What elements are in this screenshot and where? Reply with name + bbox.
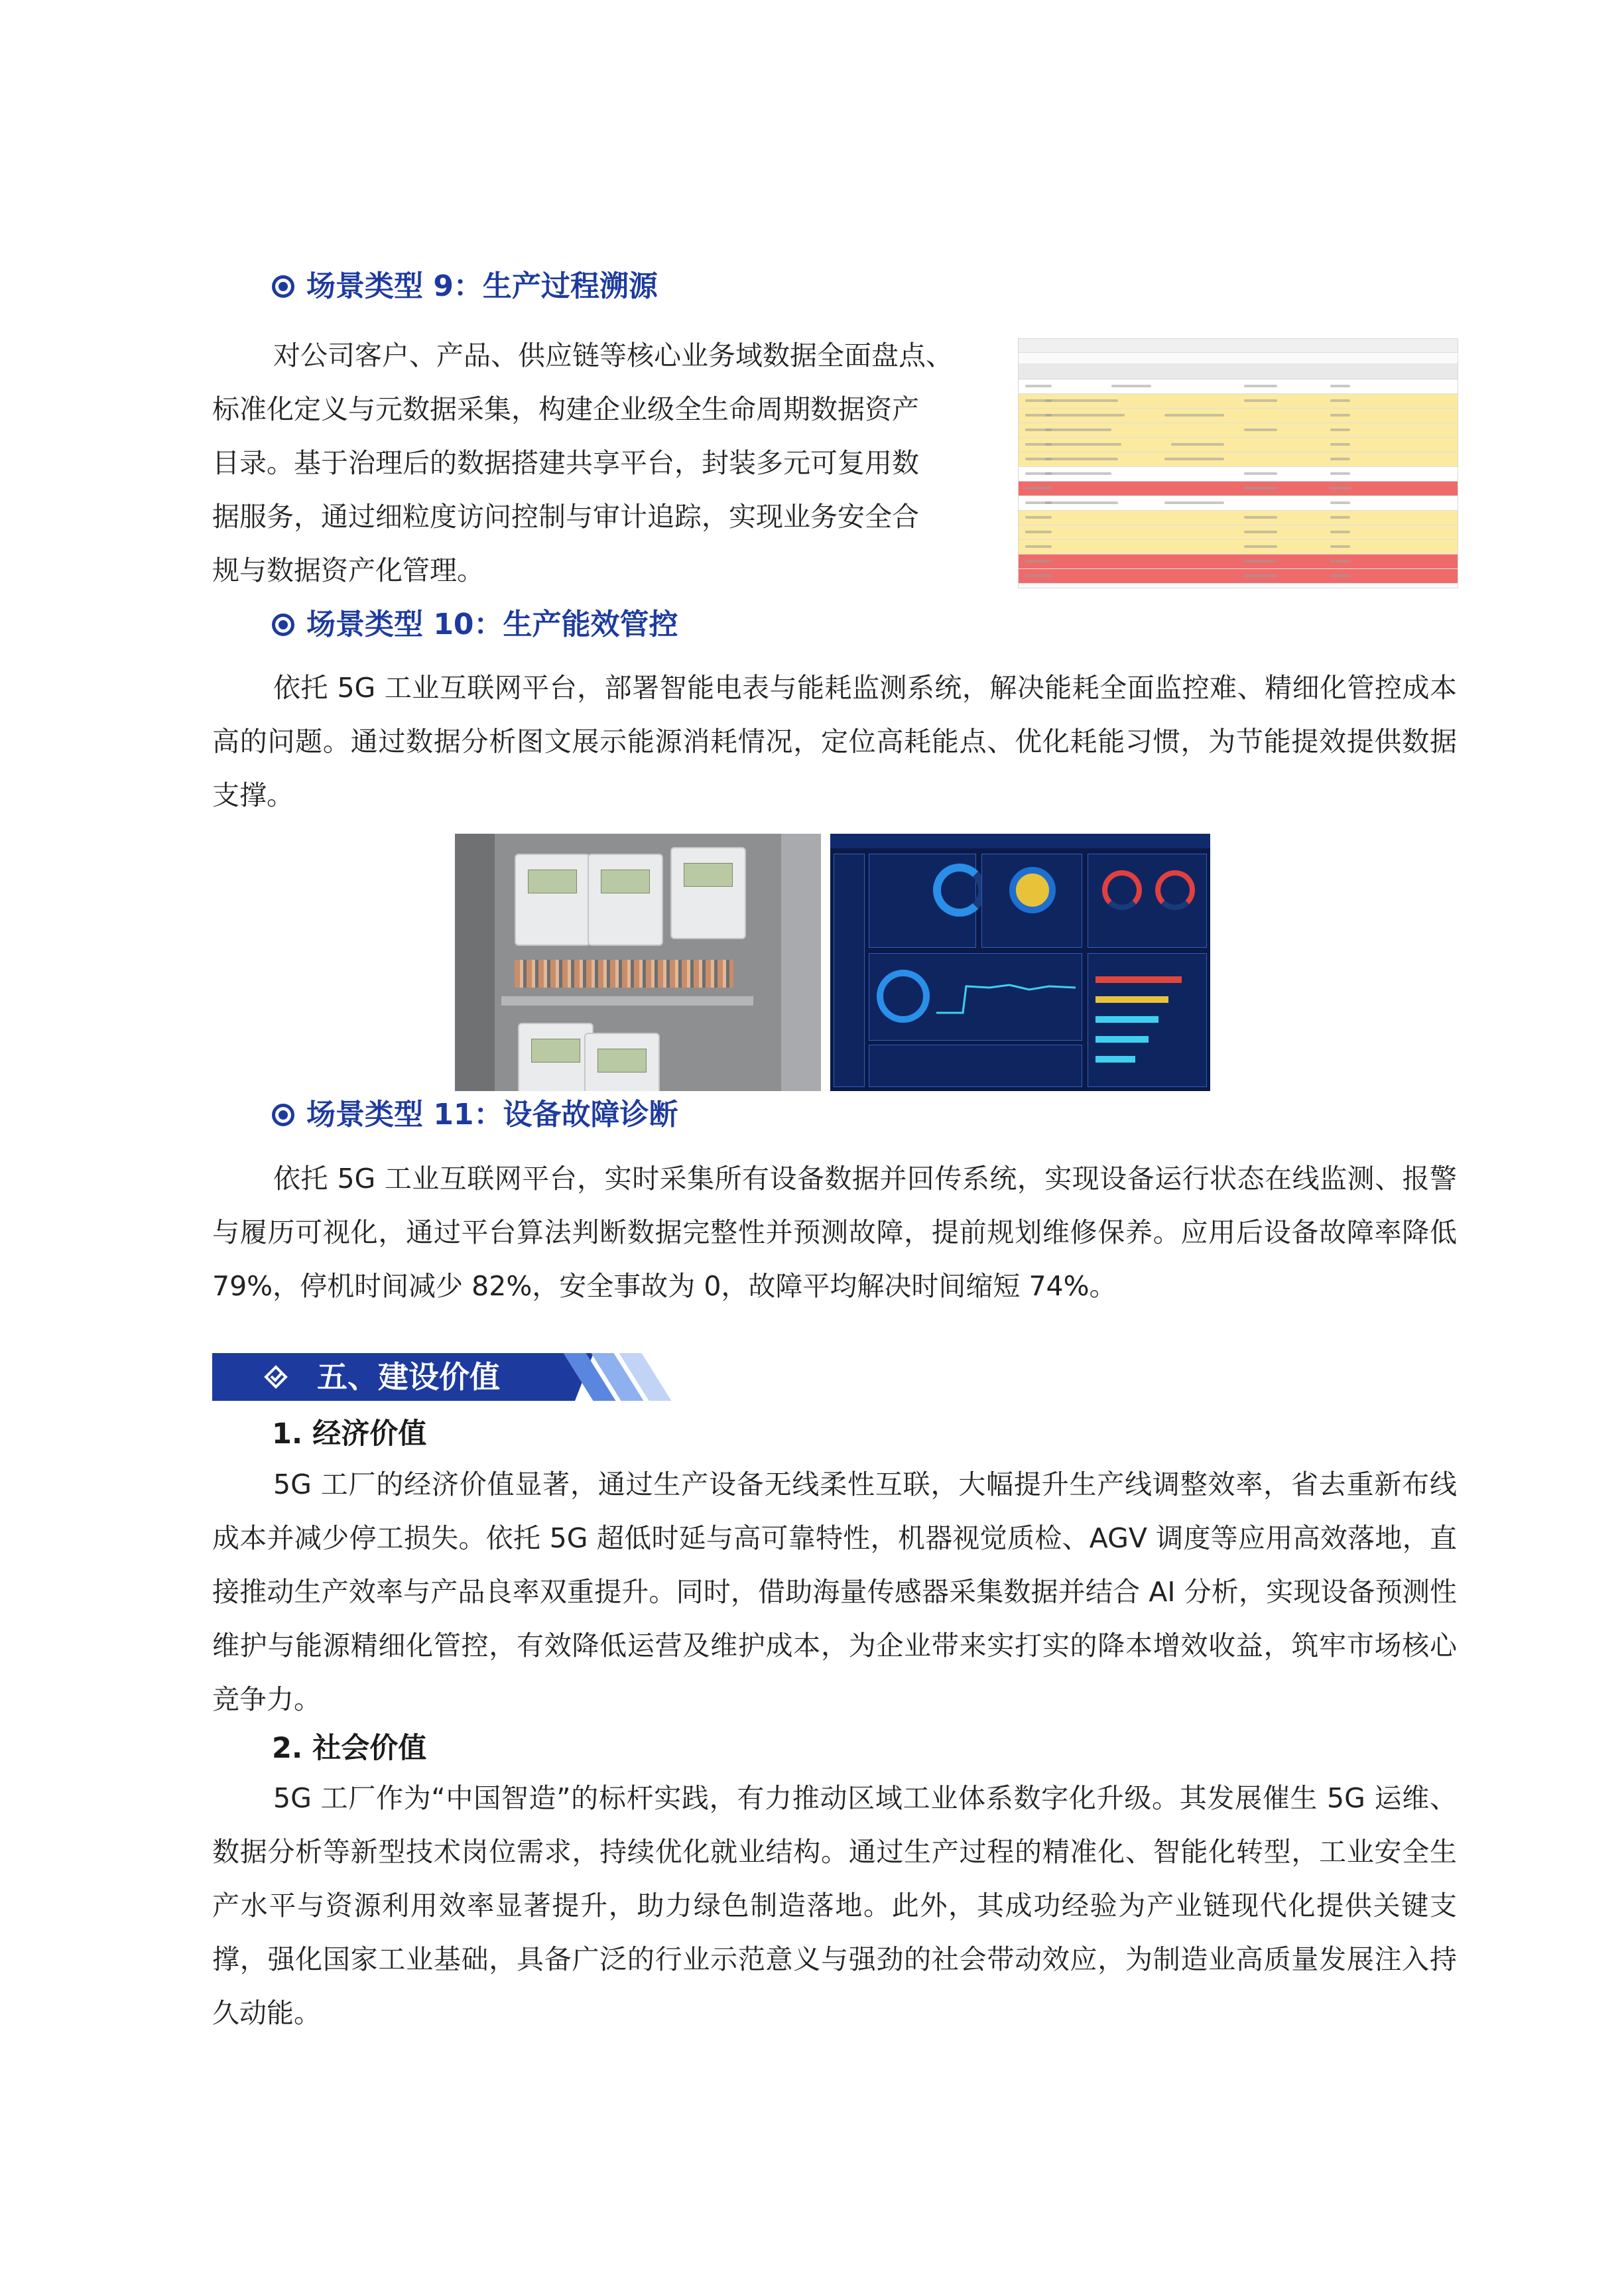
energy-line-icon [936,966,1076,1033]
scene11-heading-text: 场景类型 11：设备故障诊断 [306,1098,678,1132]
economic-value-paragraph: 5G 工厂的经济价值显著，通过生产设备无线柔性互联，大幅提升生产线调整效率，省去重新布线成本并减少停工损失。依托 5G 超低时延与高可靠特性，机器视觉质检、AGV 调度等应用高效落地，直接推动生产效率与产品良率双重提升。同时，借助海量传感器采集数据并结合 AI 分析，实现设备预测性维护与能源精细化管控，有效降低运营及维护成本，为企业带来实打实的降本增效收益，筑牢市场核心竞争力。 [212,1468,1457,1715]
scene9-heading-text: 场景类型 9：生产过程溯源 [306,269,658,303]
section-title: 五、建设价值 [317,1359,500,1395]
scene9-line: 规与数据资产化管理。 [212,554,484,586]
bullet-circle-icon [272,1104,294,1126]
scene11-heading [272,1095,678,1135]
scene9-paragraph [212,329,1001,598]
scene10-heading [272,605,678,645]
bullet-circle-icon [272,614,294,636]
economic-value-heading: 1. 经济价值 [272,1417,427,1451]
scene9-line: 据服务，通过细粒度访问控制与审计追踪，实现业务安全合 [212,501,919,533]
scene11-paragraph: 依托 5G 工业互联网平台，实时采集所有设备数据并回传系统，实现设备运行状态在线监测、报警与履历可视化，通过平台算法判断数据完整性并预测故障，提前规划维修保养。应用后设备故障率降低 79%，停机时间减少 82%，安全事故为 0，故障平均解决时间缩短 74%。 [212,1163,1457,1302]
bullet-circle-icon [272,275,294,298]
diamond-check-icon [264,1365,288,1389]
scene10-heading-text: 场景类型 10：生产能效管控 [306,608,678,641]
scene9-line: 目录。基于治理后的数据搭建共享平台，封装多元可复用数 [212,447,919,479]
social-value-paragraph: 5G 工厂作为“中国智造”的标杆实践，有力推动区域工业体系数字化升级。其发展催生 5G 运维、数据分析等新型技术岗位需求，持续优化就业结构。通过生产过程的精准化、智能化转型，工业安全生产水平与资源利用效率显著提升，助力绿色制造落地。此外，其成功经验为产业链现代化提供关键支撑，强化国家工业基础，具备广泛的行业示范意义与强劲的社会带动效应，为制造业高质量发展注入持久动能。 [212,1782,1457,2029]
energy-dashboard-icon [830,834,1210,1091]
scene9-line: 对公司客户、产品、供应链等核心业务域数据全面盘点、 [273,340,953,371]
scene9-heading [272,267,658,306]
data-asset-table-icon [1018,338,1458,588]
social-value-heading: 2. 社会价值 [272,1732,427,1765]
scene10-paragraph: 依托 5G 工业互联网平台，部署智能电表与能耗监测系统，解决能耗全面监控难、精细化管控成本高的问题。通过数据分析图文展示能源消耗情况，定位高耗能点、优化耗能习惯，为节能提效提供数据支撑。 [212,672,1457,811]
scene9-line: 标准化定义与元数据采集，构建企业级全生命周期数据资产 [212,393,919,425]
smart-meter-photo-icon [455,834,821,1091]
